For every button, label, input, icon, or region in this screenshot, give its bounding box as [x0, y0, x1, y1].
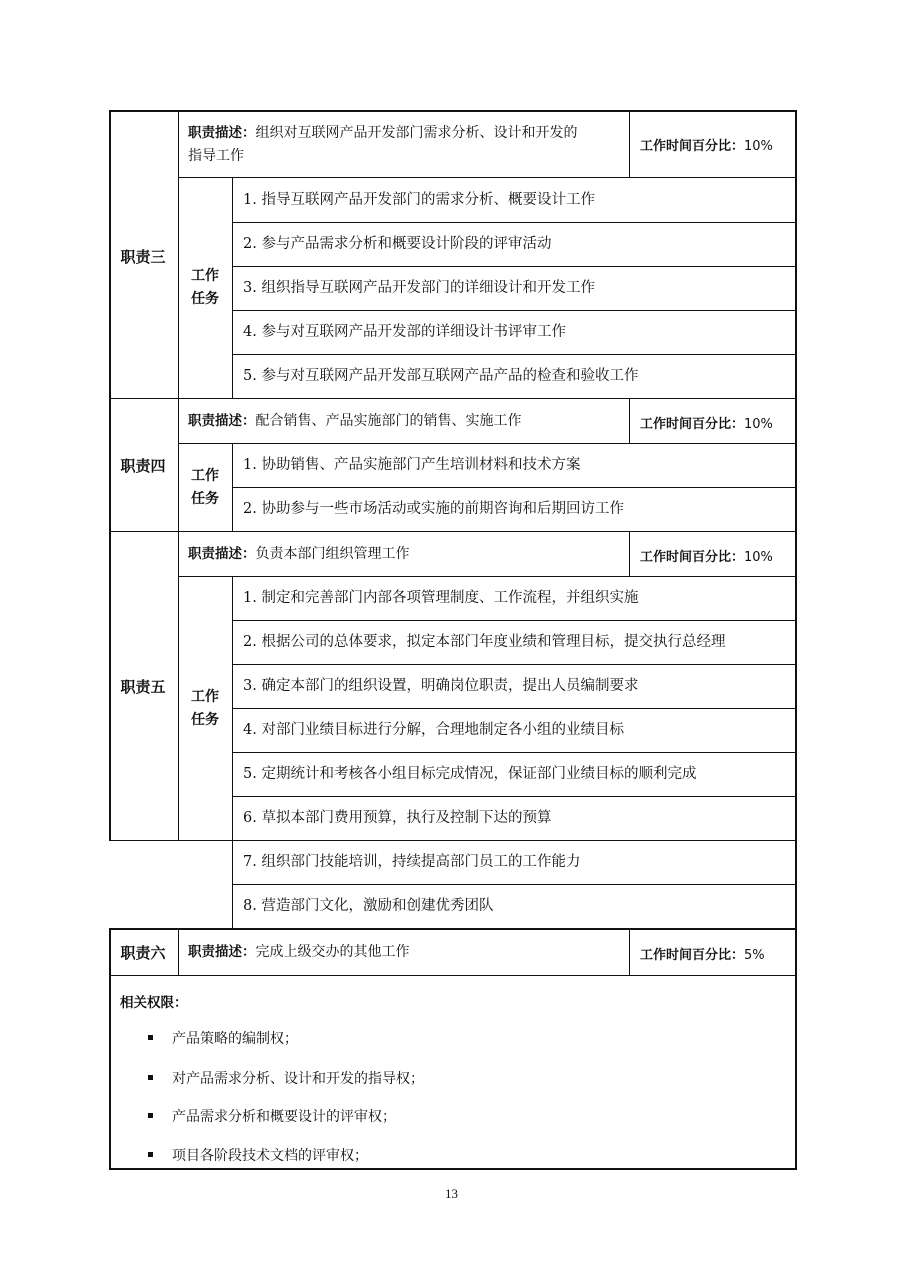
task-item: 4. 参与对互联网产品开发部的详细设计书评审工作 — [243, 324, 566, 340]
task-item: 1. 制定和完善部门内部各项管理制度、工作流程，并组织实施 — [243, 590, 639, 606]
bullet-icon — [148, 1113, 153, 1118]
task-item: 5. 定期统计和考核各小组目标完成情况，保证部门业绩目标的顺利完成 — [243, 766, 697, 782]
work-task-label: 工作 任务 — [191, 689, 219, 728]
time-percentage — [640, 546, 773, 565]
task-item: 3. 确定本部门的组织设置，明确岗位职责，提出人员编制要求 — [243, 678, 639, 694]
duty-description — [188, 941, 628, 964]
duty-description — [188, 410, 628, 433]
description-text: 指导工作 — [188, 148, 244, 164]
bullet-icon — [148, 1075, 153, 1080]
time-percentage — [640, 413, 773, 432]
task-item: 2. 协助参与一些市场活动或实施的前期咨询和后期回访工作 — [243, 501, 624, 517]
description-text: 配合销售、产品实施部门的销售、实施工作 — [255, 413, 522, 429]
task-item: 2. 参与产品需求分析和概要设计阶段的评审活动 — [243, 236, 552, 252]
task-item: 3. 组织指导互联网产品开发部门的详细设计和开发工作 — [243, 280, 595, 296]
time-percentage — [640, 944, 765, 963]
work-task-label: 工作 任务 — [191, 468, 219, 507]
duty-title: 职责三 — [120, 248, 166, 266]
authority-item: 项目各阶段技术文档的评审权； — [172, 1148, 368, 1164]
task-item: 8. 营造部门文化，激励和创建优秀团队 — [243, 898, 494, 914]
authority-title: 相关权限： — [120, 995, 188, 1011]
duty-description — [188, 543, 628, 566]
description-text: 组织对互联网产品开发部门需求分析、设计和开发的 — [255, 125, 578, 141]
duty-title: 职责五 — [120, 678, 166, 696]
task-item: 7. 组织部门技能培训，持续提高部门员工的工作能力 — [243, 854, 581, 870]
bullet-icon — [148, 1152, 153, 1157]
description-text: 完成上级交办的其他工作 — [255, 944, 410, 960]
time-percentage — [640, 135, 773, 154]
task-item: 1. 协助销售、产品实施部门产生培训材料和技术方案 — [243, 457, 581, 473]
description-label: 职责描述： — [188, 125, 256, 141]
percentage-label: 工作时间百分比： — [640, 550, 745, 565]
percentage-label: 工作时间百分比： — [640, 948, 745, 963]
task-item: 4. 对部门业绩目标进行分解，合理地制定各小组的业绩目标 — [243, 722, 624, 738]
page-number: 13 — [445, 1186, 458, 1201]
duty-title: 职责六 — [120, 944, 166, 962]
percentage-label: 工作时间百分比： — [640, 139, 745, 154]
percentage-value: 5% — [744, 948, 765, 963]
percentage-label: 工作时间百分比： — [640, 417, 745, 432]
duty-description — [188, 122, 628, 168]
description-label: 职责描述： — [188, 413, 256, 429]
authority-item: 产品需求分析和概要设计的评审权； — [172, 1109, 396, 1125]
authority-item: 产品策略的编制权； — [172, 1031, 298, 1047]
task-item: 1. 指导互联网产品开发部门的需求分析、概要设计工作 — [243, 192, 595, 208]
percentage-value: 10% — [744, 139, 773, 154]
bullet-icon — [148, 1035, 153, 1040]
duty-title: 职责四 — [120, 457, 166, 475]
percentage-value: 10% — [744, 417, 773, 432]
percentage-value: 10% — [744, 550, 773, 565]
task-item: 2. 根据公司的总体要求，拟定本部门年度业绩和管理目标，提交执行总经理 — [243, 634, 726, 650]
description-text: 负责本部门组织管理工作 — [255, 546, 410, 562]
authority-item: 对产品需求分析、设计和开发的指导权； — [172, 1071, 424, 1087]
description-label: 职责描述： — [188, 546, 256, 562]
task-item: 5. 参与对互联网产品开发部互联网产品产品的检查和验收工作 — [243, 368, 639, 384]
description-label: 职责描述： — [188, 944, 256, 960]
work-task-label: 工作 任务 — [191, 268, 219, 307]
task-item: 6. 草拟本部门费用预算，执行及控制下达的预算 — [243, 810, 552, 826]
